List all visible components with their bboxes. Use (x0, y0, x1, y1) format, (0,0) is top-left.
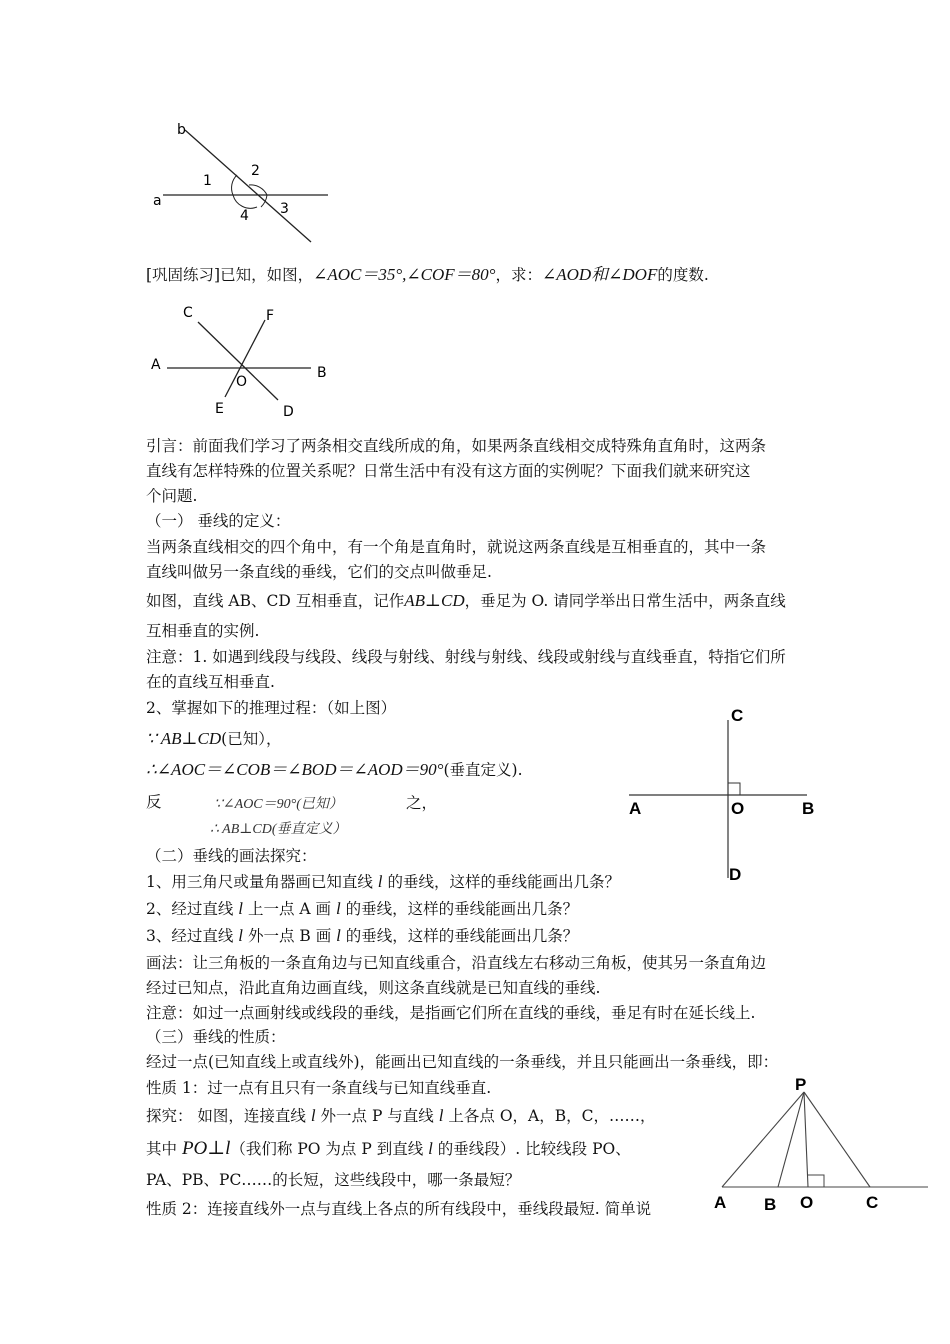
section1-title: （一） 垂线的定义： (146, 512, 291, 530)
note1-line-1: 注意：1. 如遇到线段与线段、线段与射线、射线与射线、线段或射线与直线垂直，特指它们所 (146, 648, 786, 666)
exercise-given-angles: ∠AOC＝35°,∠COF＝80° (313, 265, 496, 284)
po-line: 其中 PO⊥l（我们称 PO 为点 P 到直线 l 的垂线段）. 比较线段 PO、 (146, 1138, 631, 1159)
section2-title: （二）垂线的画法探究： (146, 847, 317, 865)
label-D: D (283, 404, 294, 420)
label-a: a (153, 193, 162, 209)
label-B: B (764, 1195, 777, 1214)
label-b: b (177, 122, 186, 138)
definition-line-2: 直线叫做另一条直线的垂线，它们的交点叫做垂足. (146, 563, 492, 581)
reverse-label: 反 (146, 793, 162, 811)
reverse-zhi: 之， (406, 794, 438, 812)
label-B: B (802, 799, 815, 818)
intro-line-2: 直线有怎样特殊的位置关系呢？日常生活中有没有这方面的实例呢？下面我们就来研究这 (146, 462, 751, 480)
label-C: C (866, 1193, 879, 1212)
label-4: 4 (240, 208, 249, 224)
figure-three-lines (145, 300, 340, 425)
label-F: F (266, 308, 275, 324)
label-O: O (800, 1193, 814, 1212)
label-A: A (714, 1193, 727, 1212)
exercise-line: [巩固练习]已知，如图，∠AOC＝35°,∠COF＝80°，求：∠AOD和∠DOF的度数. (146, 265, 709, 284)
compare-line: PA、PB、PC……的长短，这些线段中，哪一条最短？ (146, 1171, 521, 1189)
reasoning-title: 2、掌握如下的推理过程：（如上图） (146, 699, 397, 717)
label-O: O (236, 374, 248, 390)
question-2: 2、经过直线 l 上一点 A 画 l 的垂线，这样的垂线能画出几条？ (146, 899, 579, 918)
reverse-step-1: ∵∠AOC＝90°(已知） (214, 797, 343, 812)
reverse-step-2: ∴ AB⊥CD(垂直定义） (210, 822, 347, 837)
note2: 注意：如过一点画射线或线段的垂线，是指画它们所在直线的垂线，垂足有时在延长线上. (146, 1004, 756, 1022)
label-A: A (151, 357, 161, 373)
method-line-1: 画法：让三角板的一条直角边与已知直线重合，沿直线左右移动三角板，使其另一条直角边 (146, 954, 767, 972)
label-E: E (215, 401, 224, 417)
label-2: 2 (251, 163, 260, 179)
label-C: C (183, 305, 193, 321)
definition-line-1: 当两条直线相交的四个角中，有一个角是直角时，就说这两条直线是互相垂直的，其中一条 (146, 538, 767, 556)
label-P: P (795, 1075, 807, 1094)
figure-perpendicular (620, 700, 830, 890)
label-D: D (729, 865, 742, 884)
reasoning-step-2: ∴∠AOC＝∠COB＝∠BOD＝∠AOD＝90°(垂直定义). (146, 760, 523, 779)
question-1: 1、用三角尺或量角器画已知直线 l 的垂线，这样的垂线能画出几条？ (146, 872, 620, 891)
property-2: 性质 2：连接直线外一点与直线上各点的所有线段中，垂线段最短. 简单说 (146, 1200, 652, 1218)
note1-line-2: 在的直线互相垂直. (146, 673, 275, 691)
property-1: 性质 1：过一点有且只有一条直线与已知直线垂直. (146, 1079, 492, 1097)
label-C: C (731, 706, 744, 725)
label-B: B (317, 365, 327, 381)
method-line-2: 经过已知点，沿此直角边画直线，则这条直线就是已知直线的垂线. (146, 979, 601, 997)
figure-perpendicular-segment (700, 1070, 935, 1220)
notation-po-perp-l: PO⊥l (181, 1138, 231, 1159)
section3-line-1: 经过一点(已知直线上或直线外)，能画出已知直线的一条垂线，并且只能画出一条垂线，即： (146, 1053, 779, 1071)
exercise-asked-angles: ∠AOD和∠DOF (541, 265, 658, 284)
label-O: O (731, 799, 745, 818)
notation-ab-perp-cd: AB⊥CD (404, 591, 465, 610)
label-1: 1 (203, 173, 212, 189)
example-line: 如图，直线 AB、CD 互相垂直，记作AB⊥CD，垂足为 O. 请同学举出日常生活中，两条直线 (146, 591, 786, 610)
figure-intersecting-lines (145, 115, 345, 250)
explore-line: 探究： 如图，连接直线 l 外一点 P 与直线 l 上各点 O，A，B，C，……， (146, 1106, 656, 1125)
question-3: 3、经过直线 l 外一点 B 画 l 的垂线，这样的垂线能画出几条？ (146, 926, 579, 945)
intro-line-3: 个问题. (146, 487, 198, 505)
intro-line-1: 引言：前面我们学习了两条相交直线所成的角，如果两条直线相交成特殊角直角时，这两条 (146, 437, 767, 455)
label-3: 3 (280, 201, 289, 217)
label-A: A (629, 799, 642, 818)
example-line-2: 互相垂直的实例. (146, 622, 260, 640)
section3-title: （三）垂线的性质： (146, 1028, 286, 1046)
reasoning-step-1: ∵ AB⊥CD(已知）， (146, 729, 282, 748)
